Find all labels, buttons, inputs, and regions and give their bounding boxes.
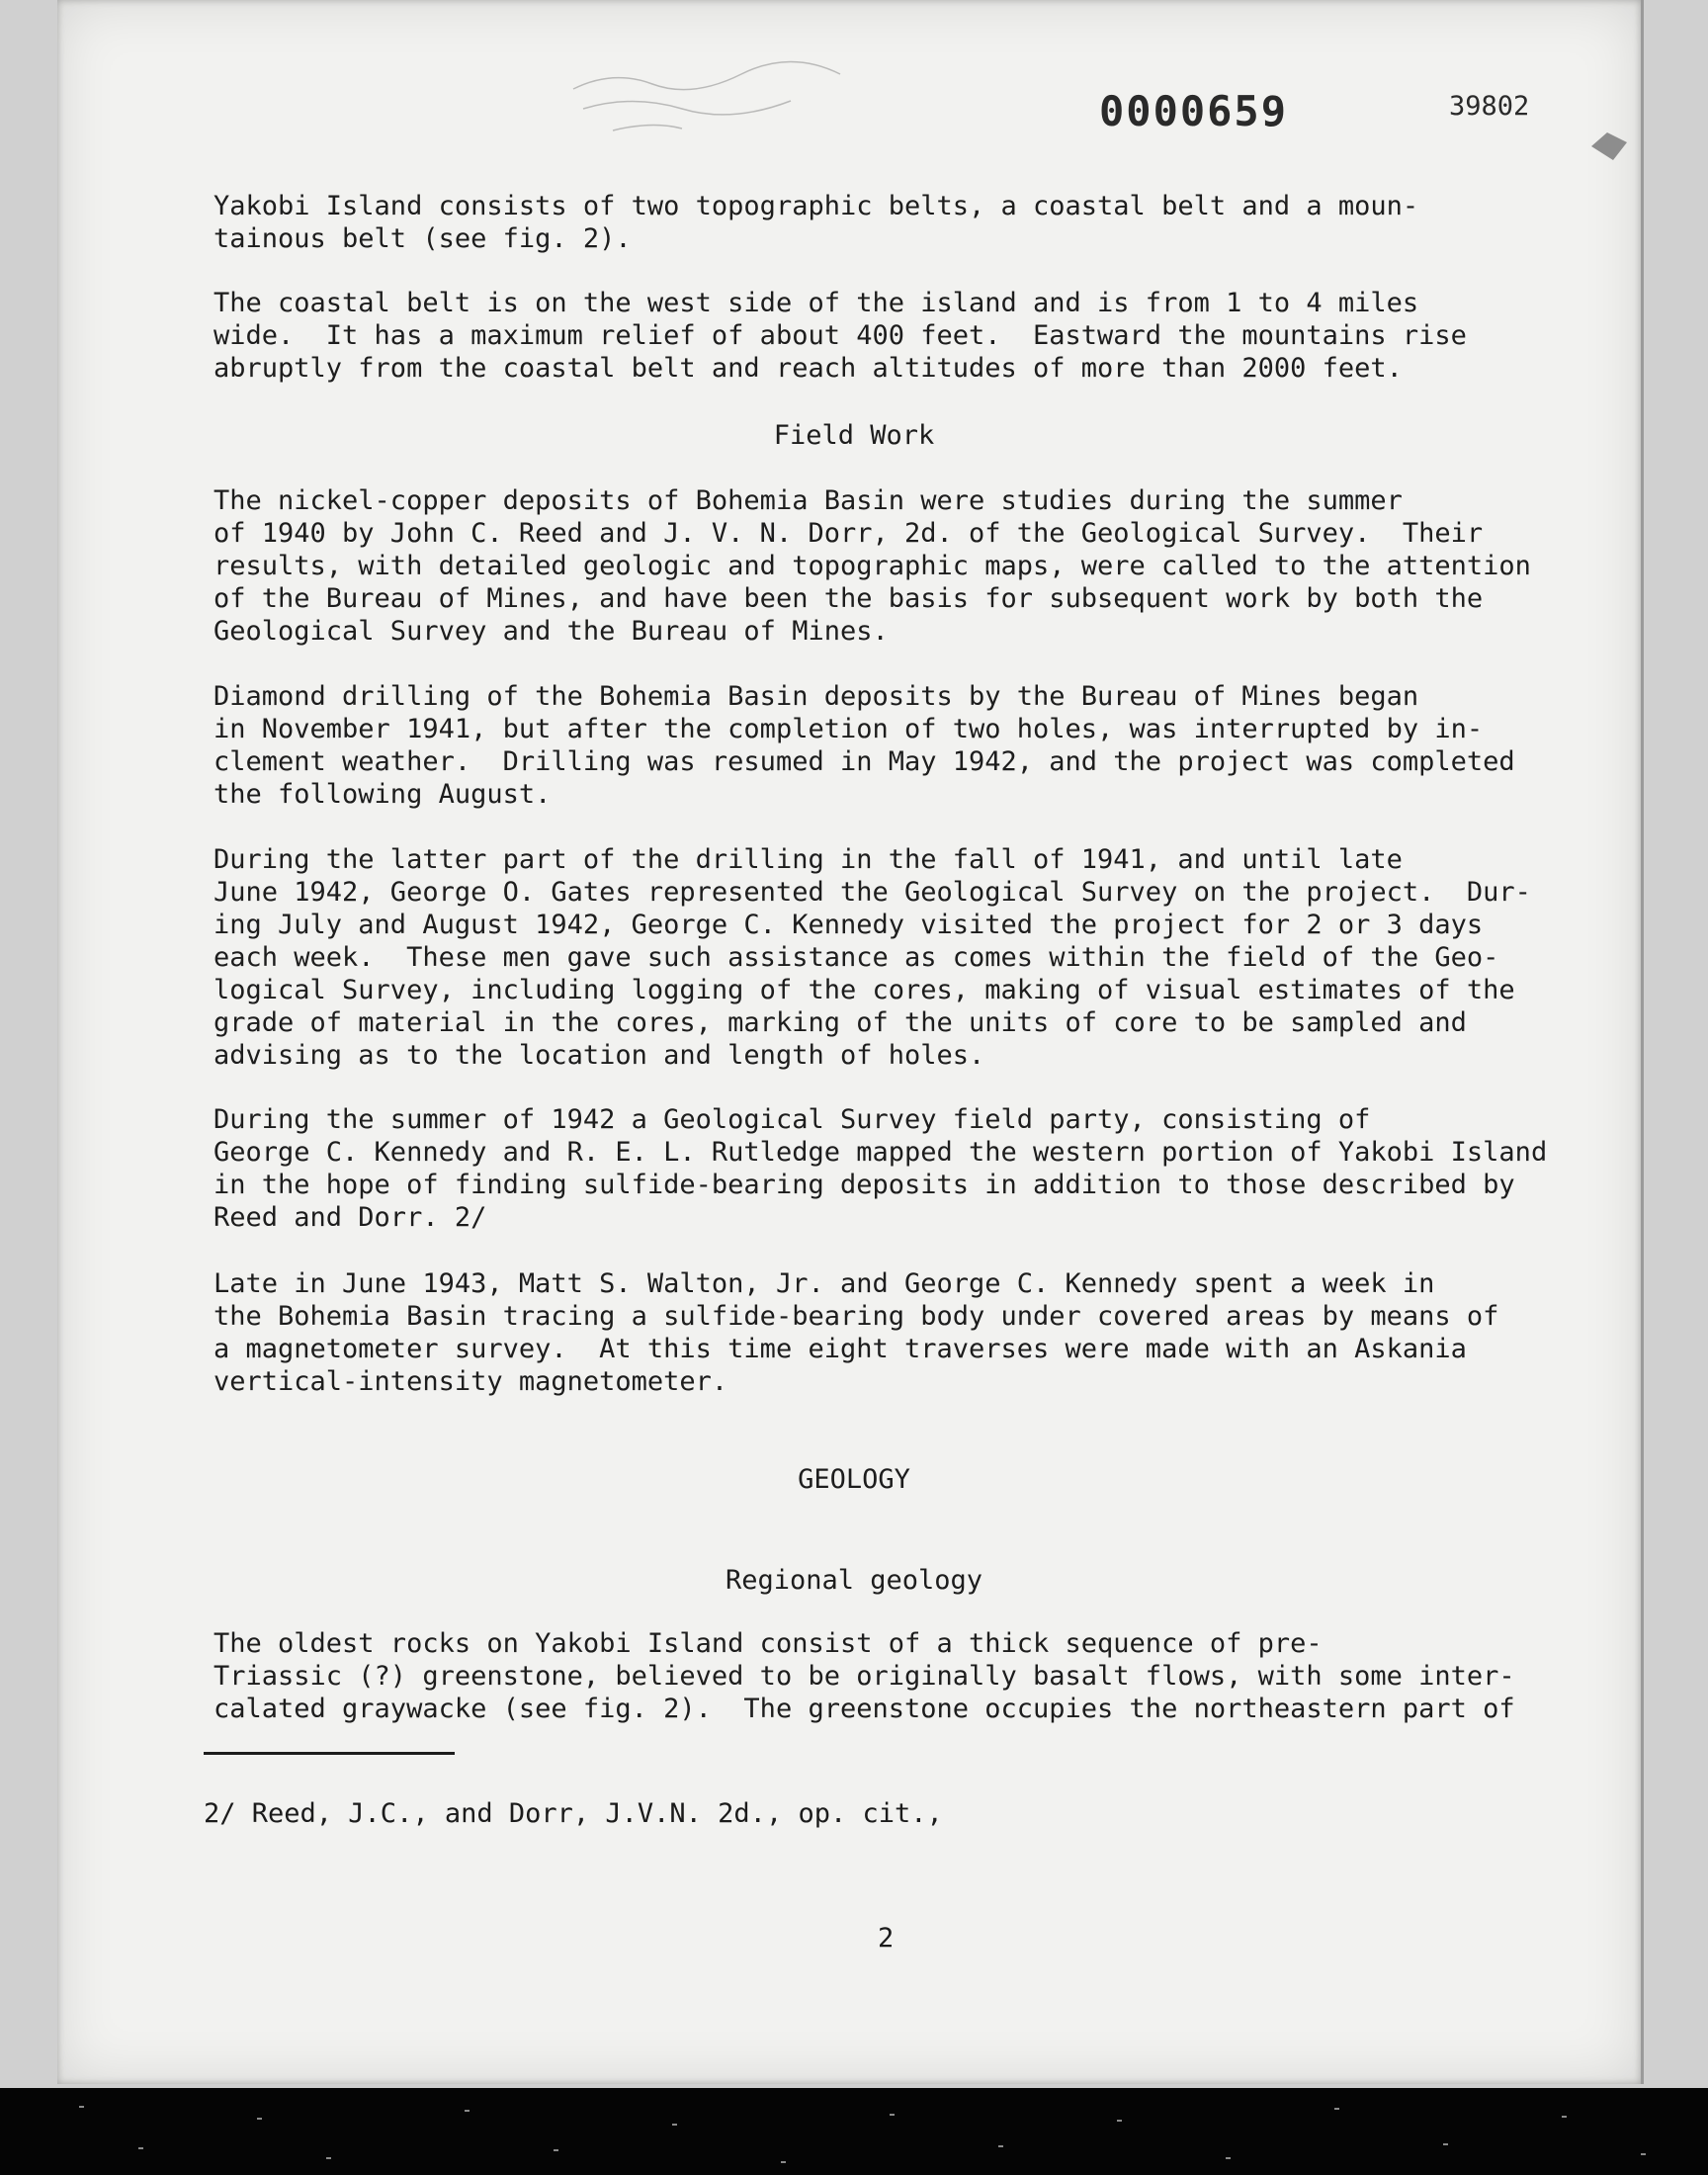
faint-stamp-mark [554, 49, 880, 148]
paragraph-drilling-assistance: During the latter part of the drilling in the fall of 1941, and until late June 1942, George O. Gates represented the Geological Survey on the project. Dur- ing July and August 1942, George C. Kennedy visited the project for 2 or 3 days each week. These men gave such assistance as comes within the field of the Geo- logical Survey, including logging of the cores, making of visual estimates of the grade of material in the cores, marking of the units of core to be sampled and advising as to the location and length of holes. [214, 844, 1531, 1071]
heading-regional-geology: Regional geology [725, 1565, 983, 1596]
page-number: 2 [878, 1923, 895, 1954]
footnote-separator [204, 1752, 455, 1755]
paragraph-field-party: During the summer of 1942 a Geological Survey field party, consisting of George C. Kennedy and R. E. L. Rutledge mapped the western portion of Yakobi Island in the hope of finding sulfide-bearing deposits in addition to those described by Reed and Dorr. 2/ [214, 1104, 1548, 1233]
paragraph-magnetometer-survey: Late in June 1943, Matt S. Walton, Jr. and George C. Kennedy spent a week in the Bohemia Basin tracing a sulfide-bearing body under covered areas by means of a magnetometer survey. At this time eight traverses were made with an Askania vertical-intensity magnetometer. [214, 1268, 1499, 1397]
heading-geology: GEOLOGY [798, 1464, 910, 1495]
paragraph-nickel-copper-deposits: The nickel-copper deposits of Bohemia Basin were studies during the summer of 1940 by John C. Reed and J. V. N. Dorr, 2d. of the Geological Survey. Their results, with detailed geologic and topographic maps, were called to the attention of the Bureau of Mines, and have been the basis for subsequent work by both the Geological Survey and the Bureau of Mines. [214, 485, 1531, 647]
paragraph-oldest-rocks: The oldest rocks on Yakobi Island consist of a thick sequence of pre- Triassic (?) greenstone, believed to be originally basalt flows, with some inter- calated graywacke (see fig. 2). The greenstone occupies the northeastern part of [214, 1628, 1515, 1724]
scanner-bottom-band [0, 2088, 1708, 2175]
paragraph-diamond-drilling: Diamond drilling of the Bohemia Basin deposits by the Bureau of Mines began in November 1941, but after the completion of two holes, was interrupted by in- clement weather. Drilling was resumed in May 1942, and the project was completed the following August. [214, 681, 1515, 810]
paragraph-topographic-belts: Yakobi Island consists of two topographic belts, a coastal belt and a moun- tainous belt (see fig. 2). [214, 191, 1419, 254]
paragraph-coastal-belt: The coastal belt is on the west side of the island and is from 1 to 4 miles wide. It has a maximum relief of about 400 feet. Eastward the mountains rise abruptly from the coastal belt and reach altitudes of more than 2000 feet. [214, 288, 1467, 384]
footnote: 2/ Reed, J.C., and Dorr, J.V.N. 2d., op. cit., [204, 1798, 943, 1829]
document-code: 39802 [1449, 91, 1530, 122]
page-edge-tear-icon [1589, 129, 1629, 164]
document-control-number: 0000659 [1099, 87, 1289, 135]
heading-field-work: Field Work [773, 420, 935, 451]
